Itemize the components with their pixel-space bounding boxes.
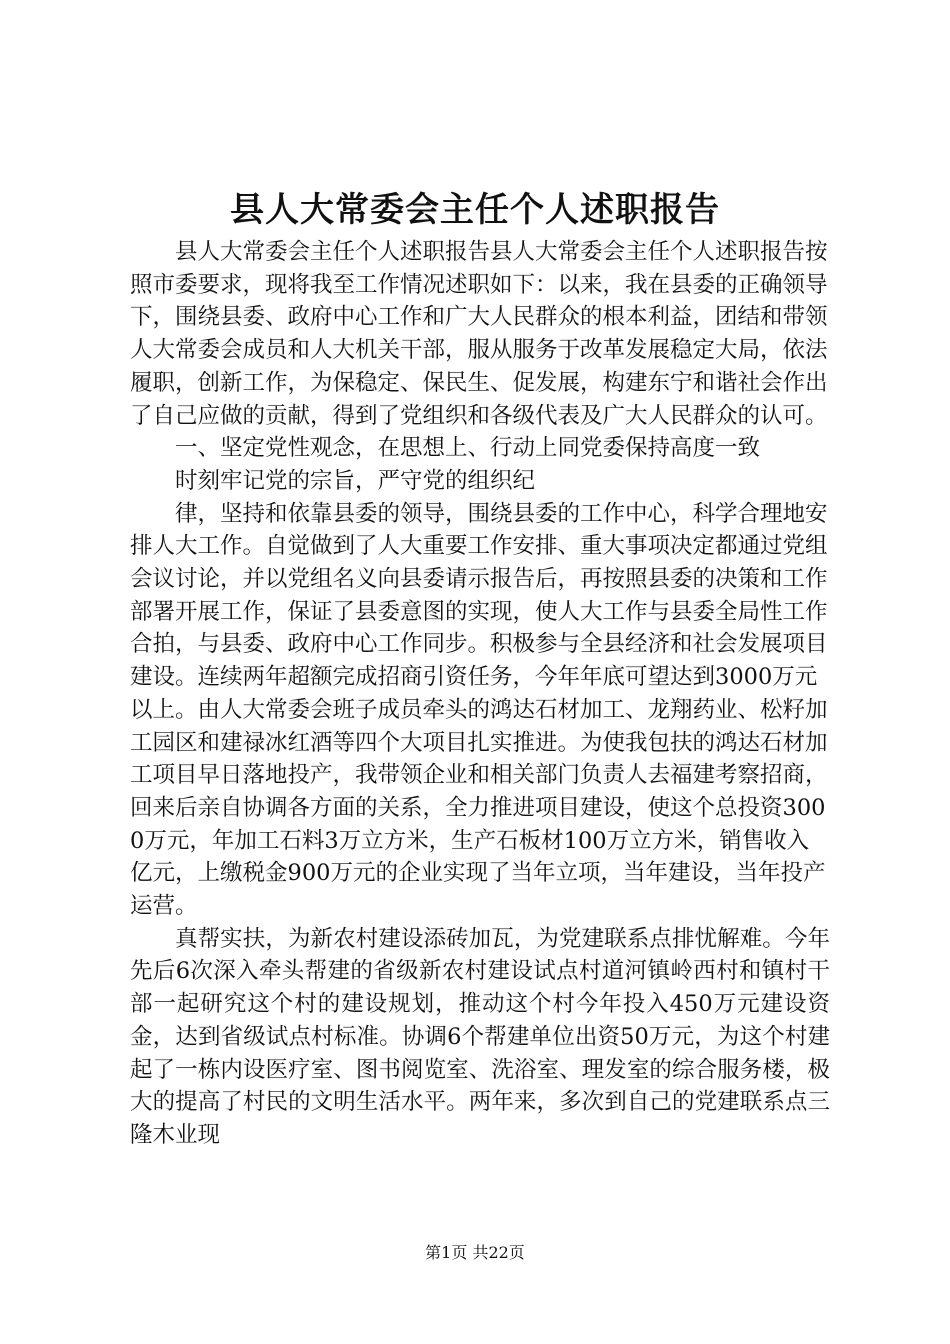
paragraph-intro: 县人大常委会主任个人述职报告县人大常委会主任个人述职报告按照市委要求，现将我至工作情况述职如下：以来，我在县委的正确领导下，围绕县委、政府中心工作和广大人民群众的根本利益，团结和带领人大常委会成员和人大机关干部，服从服务于改革发展稳定大局，依法履职，创新工作，为保稳定、保民生、促发展，构建东宁和谐社会作出了自己应做的贡献，得到了党组织和各级代表及广大人民群众的认可。 <box>130 239 828 429</box>
section-heading-1: 一、坚定党性观念，在思想上、行动上同党委保持高度一致 <box>175 435 761 462</box>
paragraph-party-discipline: 时刻牢记党的宗旨，严守党的组织纪 <box>175 467 536 494</box>
document-body <box>130 236 830 1152</box>
document-title: 县人大常委会主任个人述职报告 <box>230 190 720 230</box>
paragraph-work-arrangement: 律，坚持和依靠县委的领导，围绕县委的工作中心，科学合理地安排人大工作。自觉做到了人大重要工作安排、重大事项决定都通过党组会议讨论，并以党组名义向县委请示报告后，再按照县委的决策和工作部署开展工作，保证了县委意图的实现，使人大工作与县委全局性工作合拍，与县委、政府中心工作同步。积极参与全县经济和社会发展项目建设。连续两年超额完成招商引资任务，今年年底可望达到3000万元以上。由人大常委会班子成员牵头的鸿达石材加工、龙翔药业、松籽加工园区和建禄冰红酒等四个大项目扎实推进。为使我包扶的鸿达石材加工项目早日落地投产，我带领企业和相关部门负责人去福建考察招商，回来后亲自协调各方面的关系，全力推进项目建设，使这个总投资3000万元，年加工石料3万立方米，生产石板材100万立方米，销售收入亿元，上缴税金900万元的企业实现了当年立项，当年建设，当年投产运营。 <box>130 500 828 920</box>
paragraph-rural-construction: 真帮实扶，为新农村建设添砖加瓦，为党建联系点排忧解难。今年先后6次深入牵头帮建的省级新农村建设试点村道河镇岭西村和镇村干部一起研究这个村的建设规划，推动这个村今年投入450万元建设资金，达到省级试点村标准。协调6个帮建单位出资50万元，为这个村建起了一栋内设医疗室、图书阅览室、洗浴室、理发室的综合服务楼，极大的提高了村民的文明生活水平。两年来，多次到自己的党建联系点三隆木业现 <box>130 925 830 1148</box>
page-footer <box>0 1242 950 1264</box>
page-number: 第1页 共22页 <box>425 1243 525 1262</box>
